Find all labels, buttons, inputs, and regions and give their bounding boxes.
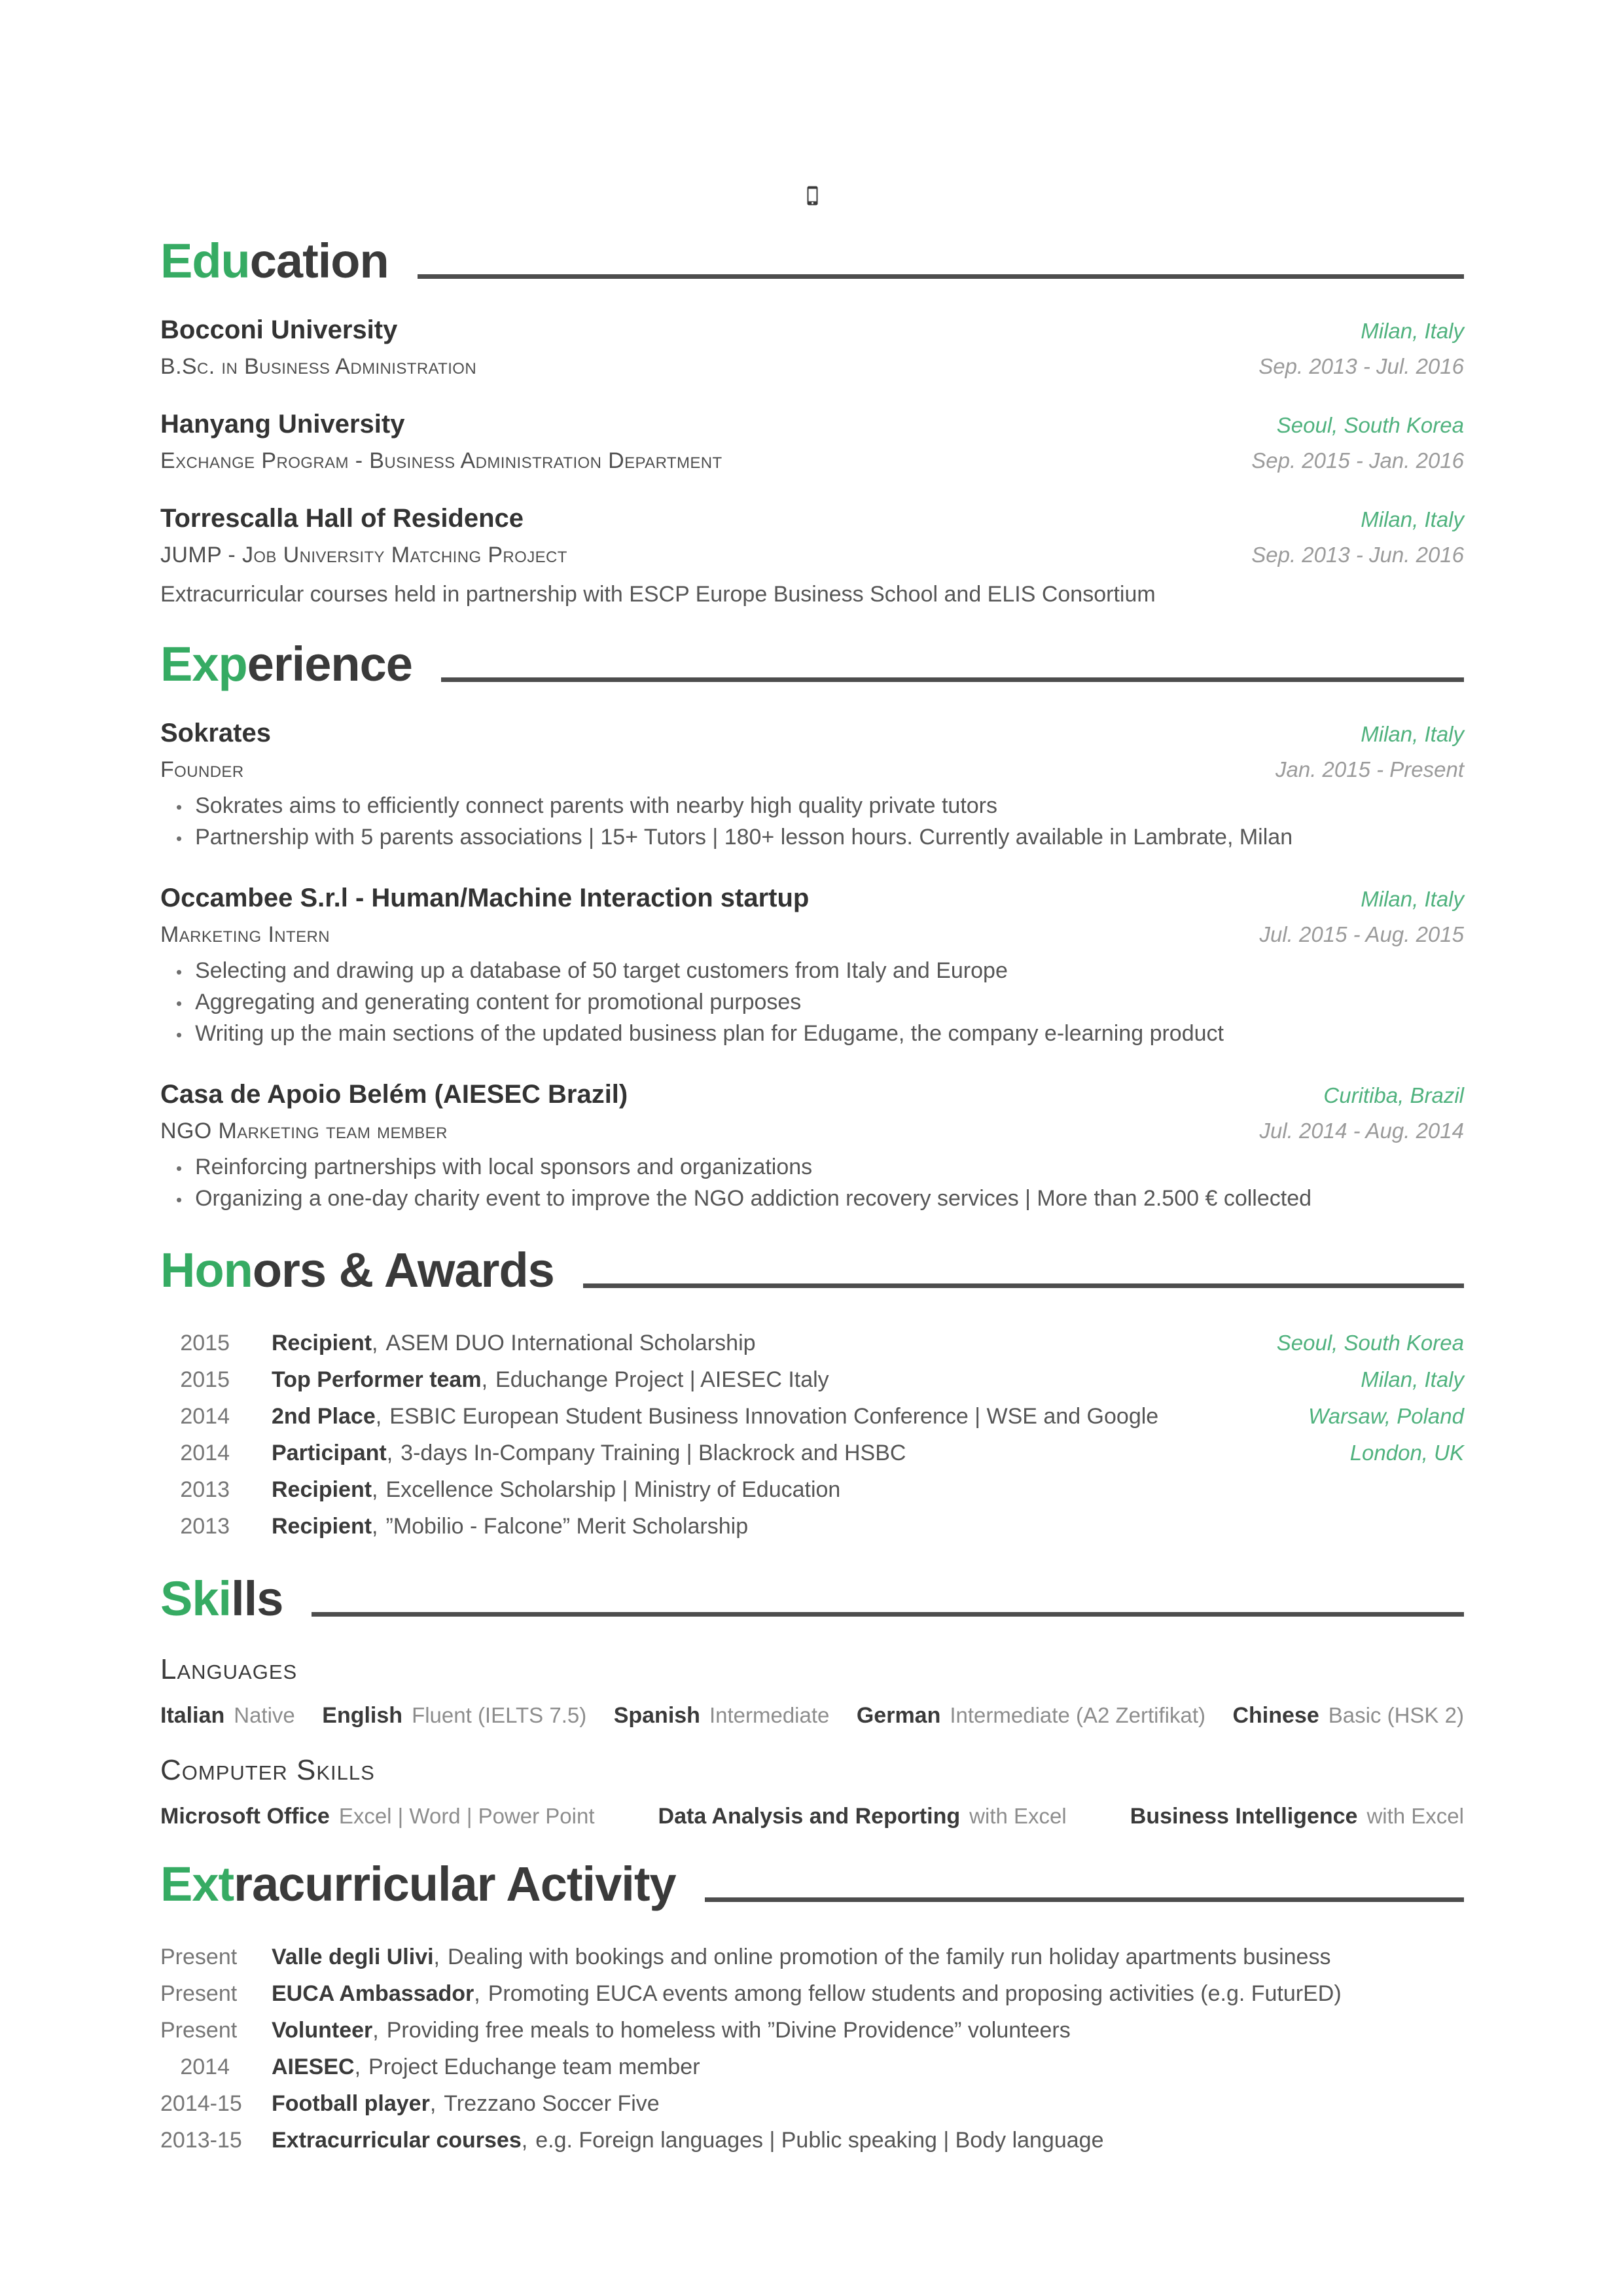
honor-location: Milan, Italy (1361, 1367, 1464, 1391)
section-title-rest: ors & Awards (252, 1243, 554, 1297)
activity-label: Valle degli Ulivi (272, 1945, 434, 1969)
language-item (322, 1702, 586, 1729)
institution-name: Torrescalla Hall of Residence (160, 504, 524, 533)
institution-name: Bocconi University (160, 315, 398, 344)
entry-dates: Sep. 2013 - Jul. 2016 (1258, 354, 1464, 378)
entry-dates: Jul. 2015 - Aug. 2015 (1259, 922, 1464, 946)
bullet-icon: • (176, 1158, 183, 1178)
activity-label: Extracurricular courses (272, 2128, 522, 2153)
honor-label: 2nd Place (272, 1404, 376, 1429)
bullet-icon: • (176, 797, 183, 817)
language-name: English (322, 1703, 403, 1728)
section-title-rest: cation (249, 234, 389, 288)
section-extracurricular (160, 1859, 1464, 2159)
separator: , (386, 1441, 393, 1465)
experience-entry (160, 884, 1464, 1050)
activity-label: Football player (272, 2091, 430, 2116)
activity-year: Present (160, 1981, 238, 2006)
section-title (160, 1245, 554, 1296)
section-title-highlight: Hon (160, 1243, 253, 1297)
honor-location: London, UK (1349, 1441, 1464, 1465)
entry-location: Curitiba, Brazil (1323, 1083, 1464, 1107)
language-item (1232, 1702, 1463, 1729)
section-title (160, 639, 412, 690)
section-experience (160, 639, 1464, 1215)
separator: , (429, 2091, 437, 2116)
bullet-text: Sokrates aims to efficiently connect parents with nearby high quality private tutors (195, 793, 998, 818)
extracurricular-heading (160, 1859, 1464, 1910)
honor-description: ASEM DUO International Scholarship (385, 1331, 756, 1355)
section-title (160, 1573, 283, 1624)
computer-skill-item (1130, 1803, 1464, 1830)
language-level: Intermediate (709, 1703, 830, 1727)
section-rule (705, 1897, 1464, 1902)
language-level: Fluent (IELTS 7.5) (412, 1703, 587, 1727)
job-title: Marketing Intern (160, 922, 330, 947)
bullet-text: Aggregating and generating content for promotional purposes (195, 990, 802, 1014)
activity-description: Trezzano Soccer Five (444, 2091, 660, 2116)
degree-title: JUMP - Job University Matching Project (160, 543, 567, 567)
skill-name: Business Intelligence (1130, 1804, 1358, 1829)
language-level: Basic (HSK 2) (1328, 1703, 1464, 1727)
entry-dates: Sep. 2015 - Jan. 2016 (1251, 448, 1464, 473)
honor-description: ”Mobilio - Falcone” Merit Scholarship (385, 1514, 749, 1539)
bullet-text: Reinforcing partnerships with local sponsors and organizations (195, 1155, 813, 1179)
language-item (614, 1702, 830, 1729)
section-rule (441, 677, 1464, 682)
honor-year: 2013 (180, 1514, 230, 1539)
language-name: Spanish (613, 1703, 700, 1728)
activity-row (160, 2122, 1464, 2159)
activity-year: Present (160, 1945, 238, 1969)
skill-level: with Excel (1366, 1804, 1464, 1828)
honor-label: Recipient (272, 1477, 372, 1502)
separator: , (372, 1331, 378, 1355)
entry-dates: Jan. 2015 - Present (1275, 757, 1464, 781)
honor-description: Excellence Scholarship | Ministry of Education (385, 1477, 841, 1502)
honor-description: ESBIC European Student Business Innovation Conference | WSE and Google (389, 1404, 1159, 1429)
honor-label: Participant (272, 1441, 387, 1465)
activity-label: EUCA Ambassador (272, 1981, 474, 2006)
job-title: Founder (160, 757, 244, 782)
honor-year: 2013 (180, 1477, 230, 1502)
experience-heading (160, 639, 1464, 690)
section-title-highlight: Ski (160, 1571, 232, 1626)
honors-heading (160, 1245, 1464, 1296)
computer-skills-subheader: Computer Skills (160, 1754, 375, 1786)
education-heading (160, 236, 1464, 287)
section-rule (583, 1283, 1464, 1288)
section-title-rest: racurricular Activity (234, 1857, 676, 1911)
honor-year: 2015 (180, 1331, 230, 1355)
separator: , (481, 1367, 488, 1392)
page-header (160, 0, 1464, 207)
honor-label: Top Performer team (272, 1367, 482, 1392)
activity-row (160, 2012, 1464, 2049)
bullet-item (160, 1183, 1464, 1215)
bullet-text: Writing up the main sections of the updated business plan for Edugame, the company e-learning product (195, 1021, 1224, 1046)
section-honors (160, 1245, 1464, 1545)
bullet-text: Partnership with 5 parents associations | 15+ Tutors | 180+ lesson hours. Currently available in Lambrate, Milan (195, 825, 1293, 850)
bullet-item (160, 822, 1464, 853)
computer-skills-line (160, 1803, 1464, 1830)
activity-row (160, 1939, 1464, 1975)
honor-row (160, 1398, 1464, 1435)
section-title (160, 1859, 676, 1910)
activity-description: Providing free meals to homeless with ”Divine Providence” volunteers (386, 2018, 1071, 2043)
entry-location: Milan, Italy (1361, 319, 1464, 343)
skill-level: Excel | Word | Power Point (338, 1804, 595, 1828)
honor-label: Recipient (272, 1514, 372, 1539)
separator: , (433, 1945, 440, 1969)
honor-year: 2015 (180, 1367, 230, 1392)
activity-label: Volunteer (272, 2018, 373, 2043)
separator: , (354, 2054, 361, 2079)
language-level: Intermediate (A2 Zertifikat) (950, 1703, 1205, 1727)
activity-year: 2014-15 (160, 2091, 242, 2116)
experience-entry (160, 1080, 1464, 1215)
bullet-item (160, 956, 1464, 987)
entry-dates: Jul. 2014 - Aug. 2014 (1259, 1119, 1464, 1143)
section-rule (312, 1612, 1464, 1617)
education-entry (160, 410, 1464, 474)
entry-location: Milan, Italy (1361, 507, 1464, 531)
section-title-highlight: Ext (160, 1857, 234, 1911)
education-entry (160, 504, 1464, 609)
language-name: Chinese (1232, 1703, 1319, 1728)
education-entry (160, 315, 1464, 380)
mobile-phone-icon (807, 186, 818, 206)
language-name: Italian (160, 1703, 225, 1728)
section-skills (160, 1573, 1464, 1830)
separator: , (375, 1404, 382, 1429)
bullet-icon: • (176, 1190, 183, 1210)
section-rule (418, 274, 1464, 279)
section-title (160, 236, 389, 287)
entry-dates: Sep. 2013 - Jun. 2016 (1251, 543, 1464, 567)
honor-row (160, 1471, 1464, 1508)
honor-label: Recipient (272, 1331, 372, 1355)
bullet-icon: • (176, 994, 183, 1013)
language-item (857, 1702, 1205, 1729)
skill-name: Data Analysis and Reporting (658, 1804, 961, 1829)
computer-skill-item (658, 1803, 1067, 1830)
honor-row (160, 1508, 1464, 1545)
activity-label: AIESEC (272, 2054, 355, 2079)
separator: , (474, 1981, 480, 2006)
separator: , (521, 2128, 528, 2153)
section-title-rest: erience (247, 637, 412, 691)
section-education (160, 236, 1464, 609)
separator: , (372, 2018, 379, 2043)
skill-name: Microsoft Office (160, 1804, 330, 1829)
honor-location: Warsaw, Poland (1308, 1404, 1464, 1428)
activity-description: Dealing with bookings and online promotion of the family run holiday apartments business (448, 1945, 1331, 1969)
honor-description: 3-days In-Company Training | Blackrock and HSBC (401, 1441, 906, 1465)
bullet-icon: • (176, 962, 183, 982)
entry-location: Milan, Italy (1361, 887, 1464, 911)
bullet-item (160, 1018, 1464, 1050)
computer-skill-item (160, 1803, 595, 1830)
bullet-item (160, 1152, 1464, 1183)
experience-entry (160, 719, 1464, 853)
honor-row (160, 1361, 1464, 1398)
activity-year: 2013-15 (160, 2128, 242, 2153)
degree-title: Exchange Program - Business Administration Department (160, 448, 722, 473)
bullet-icon: • (176, 1025, 183, 1045)
skills-heading (160, 1573, 1464, 1624)
honor-year: 2014 (180, 1441, 230, 1465)
language-level: Native (234, 1703, 295, 1727)
institution-name: Hanyang University (160, 410, 405, 439)
activity-description: e.g. Foreign languages | Public speaking | Body language (535, 2128, 1104, 2153)
job-title: NGO Marketing team member (160, 1119, 448, 1143)
language-name: German (856, 1703, 941, 1728)
bullet-icon: • (176, 829, 183, 848)
honor-year: 2014 (180, 1404, 230, 1429)
bullet-item (160, 791, 1464, 822)
activity-description: Project Educhange team member (368, 2054, 700, 2079)
activity-row (160, 2085, 1464, 2122)
entry-note: Extracurricular courses held in partnership with ESCP Europe Business School and ELIS Consortium (160, 582, 1156, 607)
bullet-item (160, 987, 1464, 1018)
languages-line (160, 1702, 1464, 1729)
separator: , (372, 1477, 378, 1502)
section-title-highlight: Edu (160, 234, 250, 288)
language-item (160, 1702, 295, 1729)
bullet-text: Organizing a one-day charity event to improve the NGO addiction recovery services | More than 2.500 € collected (195, 1186, 1312, 1211)
activity-year: Present (160, 2018, 238, 2043)
honor-location: Seoul, South Korea (1276, 1331, 1464, 1355)
activity-year: 2014 (180, 2054, 230, 2079)
separator: , (372, 1514, 378, 1539)
section-title-highlight: Exp (160, 637, 247, 691)
entry-location: Milan, Italy (1361, 722, 1464, 746)
activity-row (160, 1975, 1464, 2012)
bullet-text: Selecting and drawing up a database of 50 target customers from Italy and Europe (195, 958, 1008, 983)
languages-subheader: Languages (160, 1653, 298, 1685)
company-name: Occambee S.r.l - Human/Machine Interaction startup (160, 884, 810, 912)
honor-row (160, 1435, 1464, 1471)
degree-title: B.Sc. in Business Administration (160, 354, 477, 379)
entry-location: Seoul, South Korea (1276, 413, 1464, 437)
company-name: Casa de Apoio Belém (AIESEC Brazil) (160, 1080, 628, 1109)
honor-row (160, 1325, 1464, 1361)
activity-row (160, 2049, 1464, 2085)
honor-description: Educhange Project | AIESEC Italy (495, 1367, 829, 1392)
activity-description: Promoting EUCA events among fellow students and proposing activities (e.g. FuturED) (488, 1981, 1342, 2006)
skill-level: with Excel (969, 1804, 1067, 1828)
section-title-rest: lls (231, 1571, 283, 1626)
company-name: Sokrates (160, 719, 271, 747)
